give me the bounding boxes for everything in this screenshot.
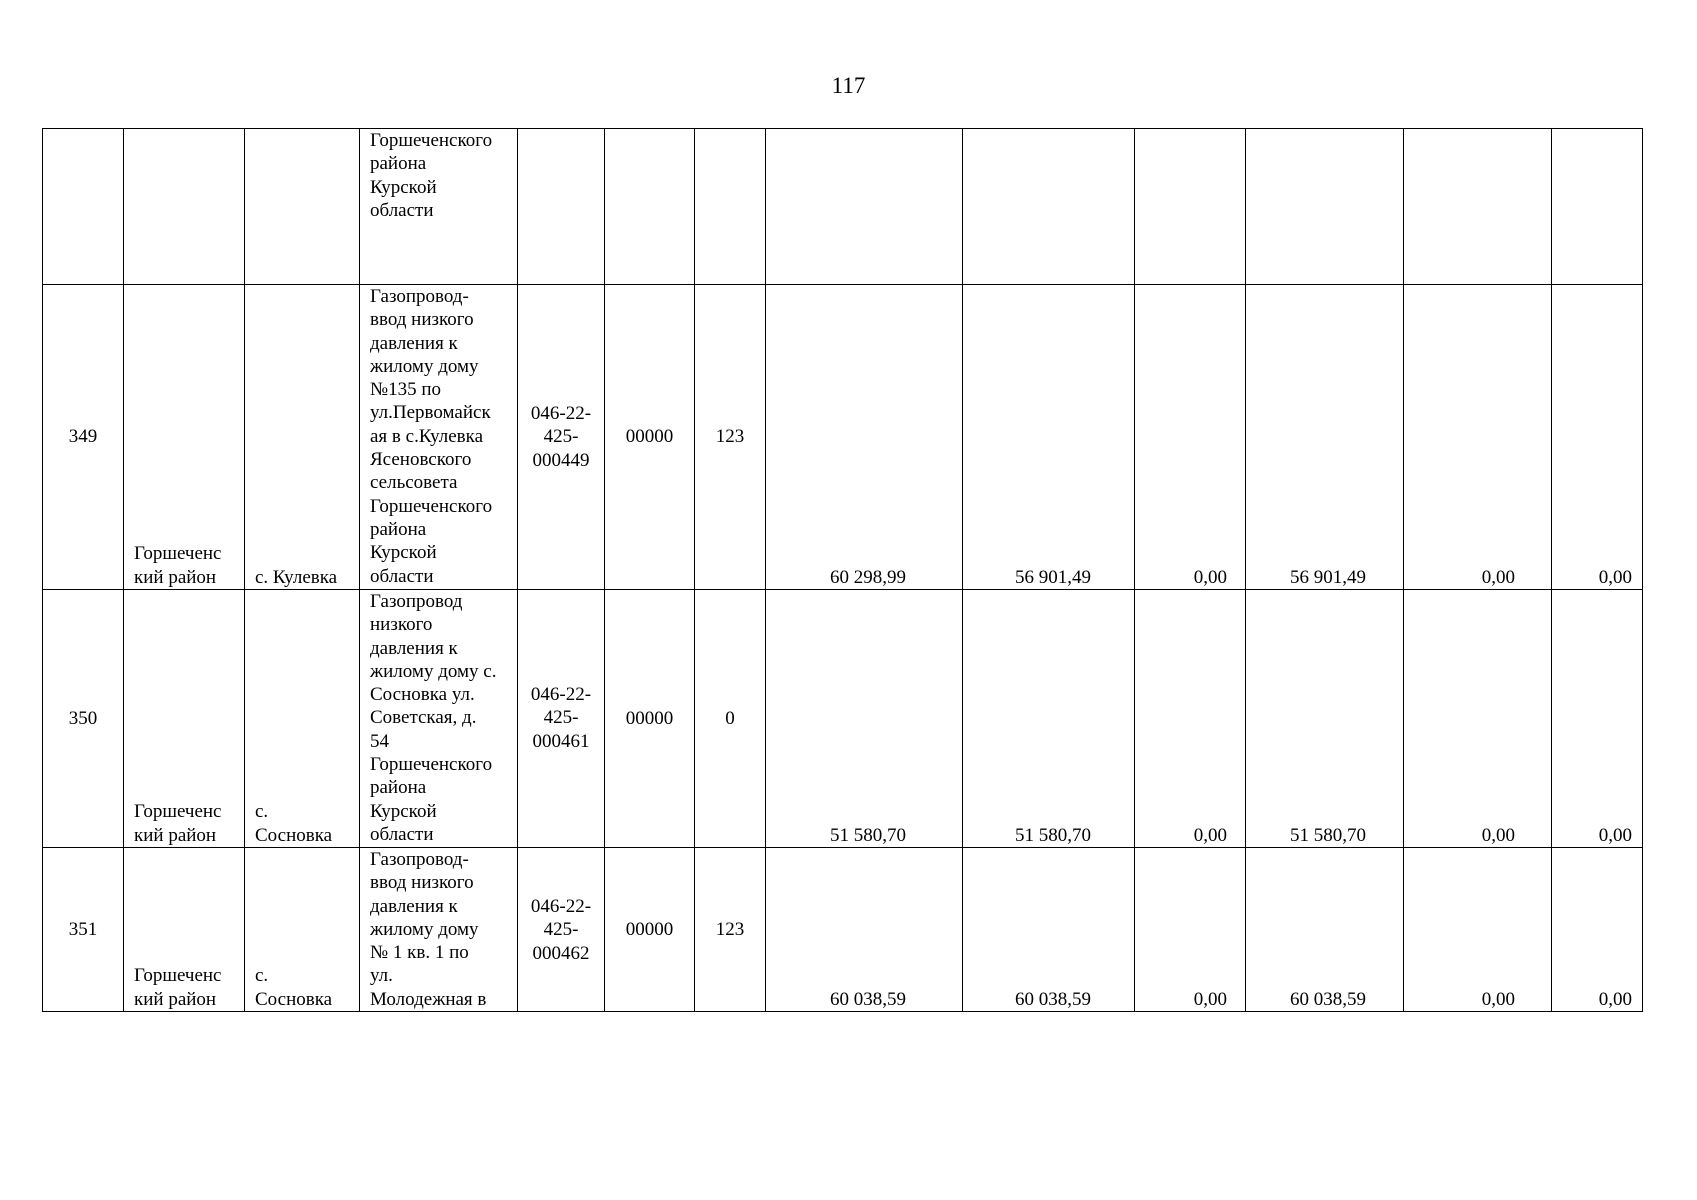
cell-description [360, 285, 518, 590]
object-description: Газопровод- ввод низкого давления к жилому дому № 1 кв. 1 по ул. Молодежная в [370, 849, 487, 1010]
cell-value-1 [766, 285, 963, 590]
value-1: 51 580,70 [830, 824, 906, 846]
settlement-name: с. Сосновка [255, 801, 333, 846]
cell-code2 [695, 129, 766, 285]
row-number: 350 [68, 708, 98, 729]
district-name: Горшеченс кий район [134, 801, 222, 846]
cell-value-4 [1246, 590, 1404, 848]
cell-district [124, 848, 245, 1012]
value-5: 0,00 [1481, 988, 1515, 1010]
cell-value-6 [1552, 590, 1643, 848]
cell-value-2 [963, 129, 1135, 285]
cell-code1 [605, 848, 695, 1012]
code-1: 00000 [625, 426, 674, 447]
value-4: 56 901,49 [1290, 566, 1366, 588]
cell-value-3 [1135, 848, 1246, 1012]
district-name: Горшеченс кий район [134, 543, 222, 588]
value-3: 0,00 [1193, 824, 1227, 846]
cell-value-2 [963, 848, 1135, 1012]
table-row [43, 285, 1643, 590]
code-1: 00000 [625, 708, 674, 729]
value-3: 0,00 [1193, 988, 1227, 1010]
value-6: 0,00 [1598, 566, 1632, 588]
value-5: 0,00 [1481, 566, 1515, 588]
settlement-name: с. Сосновка [255, 965, 333, 1010]
value-3: 0,00 [1193, 566, 1227, 588]
cell-value-6 [1552, 848, 1643, 1012]
cell-value-5 [1404, 285, 1552, 590]
cell-code1 [605, 285, 695, 590]
code-1: 00000 [625, 919, 674, 940]
value-1: 60 298,99 [830, 566, 906, 588]
cell-settlement [245, 285, 360, 590]
cell-description [360, 129, 518, 285]
cell-value-3 [1135, 285, 1246, 590]
table-row-continuation [43, 129, 1643, 285]
cell-code2 [695, 848, 766, 1012]
object-description: Газопровод низкого давления к жилому дому с. Сосновка ул. Советская, д. 54 Горшеченского района Курской области [370, 591, 497, 845]
cell-cadastral [518, 285, 605, 590]
object-description: Горшеченского района Курской области [370, 130, 493, 221]
object-description: Газопровод- ввод низкого давления к жилому дому №135 по ул.Первомайск ая в с.Кулевка Ясеновского сельсовета Горшеченского района Курской области [370, 286, 493, 587]
table-row [43, 590, 1643, 848]
cell-value-5 [1404, 848, 1552, 1012]
value-4: 51 580,70 [1290, 824, 1366, 846]
row-number: 351 [68, 919, 98, 940]
cell-code2 [695, 590, 766, 848]
value-2: 51 580,70 [1015, 824, 1091, 846]
cell-code1 [605, 590, 695, 848]
row-number: 349 [68, 426, 98, 447]
value-5: 0,00 [1481, 824, 1515, 846]
cell-district [124, 285, 245, 590]
cell-value-5 [1404, 590, 1552, 848]
value-4: 60 038,59 [1290, 988, 1366, 1010]
table-row [43, 848, 1643, 1012]
district-name: Горшеченс кий район [134, 965, 222, 1010]
cell-value-3 [1135, 129, 1246, 285]
cell-settlement [245, 129, 360, 285]
cell-description [360, 848, 518, 1012]
cell-num [43, 590, 124, 848]
value-2: 56 901,49 [1015, 566, 1091, 588]
cell-district [124, 590, 245, 848]
cell-district [124, 129, 245, 285]
cell-num [43, 848, 124, 1012]
cell-settlement [245, 848, 360, 1012]
cell-value-1 [766, 848, 963, 1012]
cell-value-1 [766, 590, 963, 848]
cell-num [43, 129, 124, 285]
cell-value-5 [1404, 129, 1552, 285]
code-2: 0 [725, 708, 735, 729]
cadastral-number: 046-22- 425- 000449 [530, 403, 592, 471]
cell-num [43, 285, 124, 590]
cell-cadastral [518, 848, 605, 1012]
cell-cadastral [518, 590, 605, 848]
cell-settlement [245, 590, 360, 848]
cell-value-2 [963, 590, 1135, 848]
cell-value-6 [1552, 129, 1643, 285]
cadastral-number: 046-22- 425- 000462 [530, 896, 592, 964]
cell-value-1 [766, 129, 963, 285]
cell-value-4 [1246, 848, 1404, 1012]
cell-value-4 [1246, 129, 1404, 285]
cell-description [360, 590, 518, 848]
settlement-name: с. Кулевка [255, 566, 338, 588]
cell-value-3 [1135, 590, 1246, 848]
cell-value-2 [963, 285, 1135, 590]
cell-code2 [695, 285, 766, 590]
cell-code1 [605, 129, 695, 285]
cell-value-4 [1246, 285, 1404, 590]
code-2: 123 [715, 919, 745, 940]
value-2: 60 038,59 [1015, 988, 1091, 1010]
cell-value-6 [1552, 285, 1643, 590]
cadastral-number: 046-22- 425- 000461 [530, 684, 592, 752]
code-2: 123 [715, 426, 745, 447]
property-register-table [42, 128, 1643, 1012]
cell-cadastral [518, 129, 605, 285]
value-6: 0,00 [1598, 824, 1632, 846]
page-number: 117 [831, 73, 866, 98]
value-6: 0,00 [1598, 988, 1632, 1010]
value-1: 60 038,59 [830, 988, 906, 1010]
